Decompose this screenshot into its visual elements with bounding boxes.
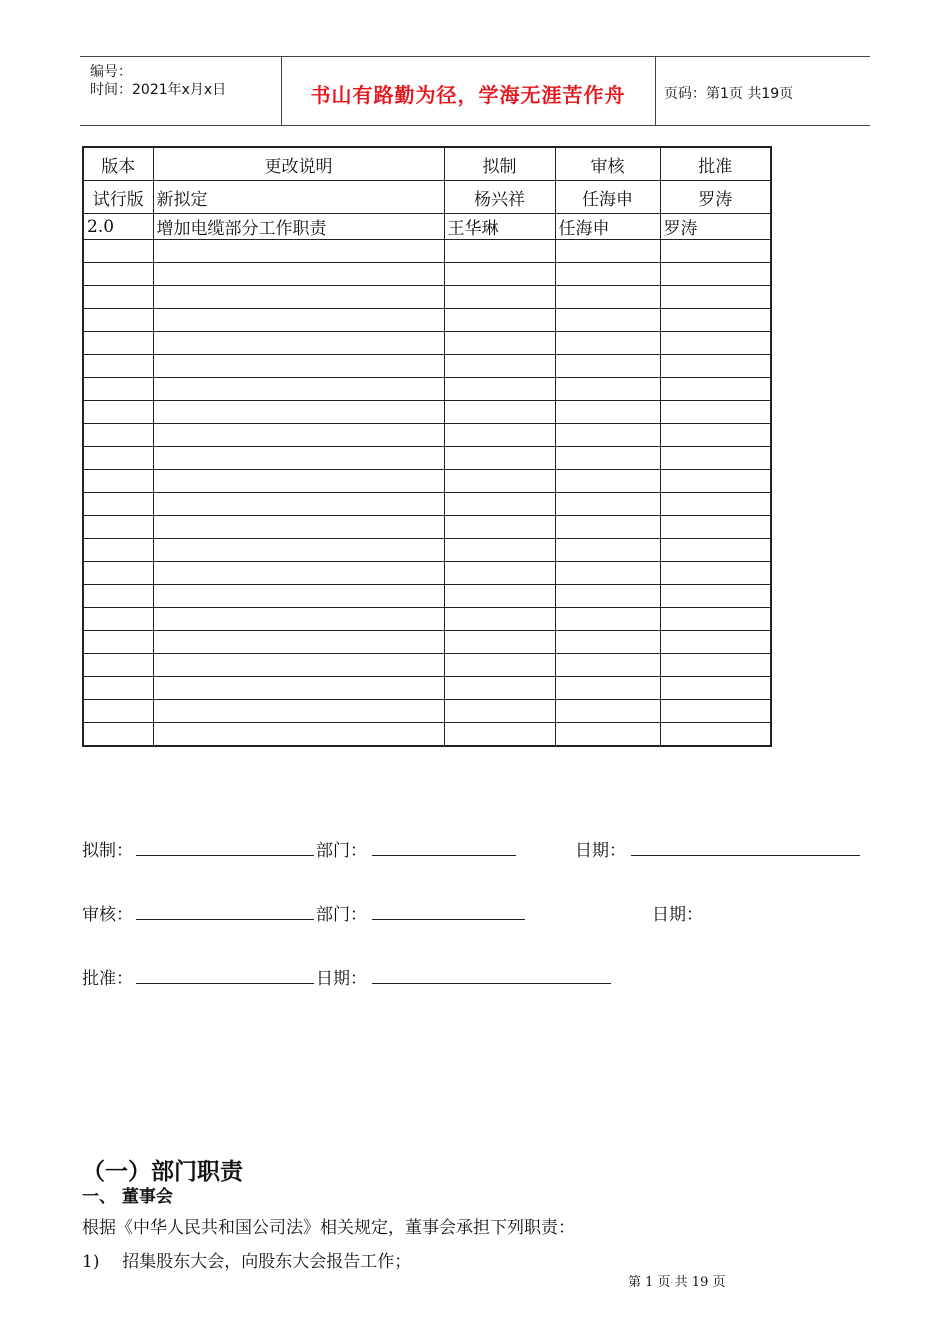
- empty-cell[interactable]: [83, 700, 153, 723]
- empty-cell[interactable]: [444, 240, 555, 263]
- empty-table-row: [83, 447, 771, 470]
- empty-table-row: [83, 631, 771, 654]
- empty-cell[interactable]: [153, 700, 444, 723]
- empty-table-row: [83, 585, 771, 608]
- doc-number-label: 编号：: [90, 64, 132, 80]
- empty-cell[interactable]: [660, 401, 771, 424]
- empty-cell[interactable]: [83, 539, 153, 562]
- empty-cell[interactable]: [153, 723, 444, 747]
- header-motto-cell: [281, 57, 656, 125]
- empty-cell[interactable]: [83, 309, 153, 332]
- empty-cell[interactable]: [153, 401, 444, 424]
- cell-review: 任海申: [555, 214, 660, 240]
- empty-cell[interactable]: [444, 608, 555, 631]
- col-header-draft: 拟制: [444, 147, 555, 181]
- cell-change: 新拟定: [153, 181, 444, 214]
- empty-cell[interactable]: [660, 355, 771, 378]
- empty-cell[interactable]: [83, 631, 153, 654]
- empty-cell[interactable]: [83, 240, 153, 263]
- empty-cell[interactable]: [660, 677, 771, 700]
- empty-cell[interactable]: [444, 286, 555, 309]
- empty-cell[interactable]: [444, 700, 555, 723]
- empty-cell[interactable]: [153, 355, 444, 378]
- empty-cell[interactable]: [153, 493, 444, 516]
- empty-table-row: [83, 286, 771, 309]
- list-item: [82, 1247, 411, 1272]
- empty-cell[interactable]: [153, 562, 444, 585]
- empty-cell[interactable]: [555, 516, 660, 539]
- empty-cell[interactable]: [555, 447, 660, 470]
- review-line[interactable]: [136, 919, 314, 920]
- empty-cell[interactable]: [660, 263, 771, 286]
- empty-cell[interactable]: [153, 608, 444, 631]
- empty-cell[interactable]: [83, 447, 153, 470]
- empty-cell[interactable]: [83, 654, 153, 677]
- empty-cell[interactable]: [83, 355, 153, 378]
- draft-dept-line[interactable]: [372, 855, 516, 856]
- empty-cell[interactable]: [660, 470, 771, 493]
- empty-cell[interactable]: [153, 516, 444, 539]
- section-title: （一）部门职责: [82, 1158, 243, 1185]
- review-dept-label: 部门：: [316, 905, 367, 925]
- empty-cell[interactable]: [153, 286, 444, 309]
- empty-cell[interactable]: [555, 539, 660, 562]
- review-dept-line[interactable]: [372, 919, 525, 920]
- draft-line[interactable]: [136, 855, 314, 856]
- empty-cell[interactable]: [555, 263, 660, 286]
- empty-table-row: [83, 240, 771, 263]
- empty-cell[interactable]: [555, 700, 660, 723]
- empty-cell[interactable]: [153, 332, 444, 355]
- cell-draft: 王华琳: [444, 214, 555, 240]
- empty-table-row: [83, 539, 771, 562]
- empty-cell[interactable]: [444, 309, 555, 332]
- page-header: [80, 56, 870, 126]
- empty-table-row: [83, 332, 771, 355]
- empty-cell[interactable]: [660, 378, 771, 401]
- empty-cell[interactable]: [83, 608, 153, 631]
- empty-cell[interactable]: [660, 562, 771, 585]
- draft-date-line[interactable]: [631, 855, 860, 856]
- empty-cell[interactable]: [444, 378, 555, 401]
- table-row: [83, 181, 771, 214]
- col-header-approve: 批准: [660, 147, 771, 181]
- empty-table-row: [83, 355, 771, 378]
- approve-label: 批准：: [82, 969, 133, 989]
- empty-table-row: [83, 677, 771, 700]
- empty-cell[interactable]: [555, 562, 660, 585]
- empty-cell[interactable]: [83, 332, 153, 355]
- empty-cell[interactable]: [83, 401, 153, 424]
- table-header-row: [83, 147, 771, 181]
- empty-cell[interactable]: [444, 562, 555, 585]
- empty-cell[interactable]: [444, 332, 555, 355]
- empty-cell[interactable]: [83, 470, 153, 493]
- draft-date-label: 日期：: [575, 841, 626, 861]
- cell-approve: 罗涛: [660, 214, 771, 240]
- empty-cell[interactable]: [660, 332, 771, 355]
- empty-cell[interactable]: [153, 240, 444, 263]
- header-meta-cell: [80, 57, 282, 125]
- cell-version: 试行版: [83, 181, 153, 214]
- empty-cell[interactable]: [660, 516, 771, 539]
- empty-cell[interactable]: [660, 631, 771, 654]
- draft-label: 拟制：: [82, 841, 133, 861]
- list-item-number: 1): [82, 1252, 100, 1272]
- empty-cell[interactable]: [660, 286, 771, 309]
- cell-draft: 杨兴祥: [444, 181, 555, 214]
- empty-cell[interactable]: [660, 309, 771, 332]
- empty-table-row: [83, 516, 771, 539]
- empty-cell[interactable]: [555, 470, 660, 493]
- empty-table-row: [83, 424, 771, 447]
- empty-cell[interactable]: [83, 516, 153, 539]
- empty-table-row: [83, 470, 771, 493]
- empty-cell[interactable]: [660, 723, 771, 747]
- doc-time-label: 时间：2021年x月x日: [90, 82, 227, 98]
- revision-table: [82, 146, 772, 747]
- empty-cell[interactable]: [153, 378, 444, 401]
- empty-cell[interactable]: [444, 493, 555, 516]
- empty-cell[interactable]: [153, 677, 444, 700]
- empty-cell[interactable]: [444, 631, 555, 654]
- empty-cell[interactable]: [444, 470, 555, 493]
- col-header-review: 审核: [555, 147, 660, 181]
- empty-cell[interactable]: [83, 378, 153, 401]
- empty-cell[interactable]: [153, 263, 444, 286]
- empty-cell[interactable]: [660, 493, 771, 516]
- empty-cell[interactable]: [555, 654, 660, 677]
- empty-table-row: [83, 654, 771, 677]
- empty-cell[interactable]: [153, 470, 444, 493]
- empty-cell[interactable]: [555, 631, 660, 654]
- empty-cell[interactable]: [660, 608, 771, 631]
- col-header-version: 版本: [83, 147, 153, 181]
- empty-table-row: [83, 723, 771, 747]
- empty-cell[interactable]: [555, 585, 660, 608]
- empty-cell[interactable]: [444, 539, 555, 562]
- empty-cell[interactable]: [83, 677, 153, 700]
- empty-cell[interactable]: [153, 631, 444, 654]
- empty-cell[interactable]: [444, 723, 555, 747]
- empty-cell[interactable]: [444, 516, 555, 539]
- empty-cell[interactable]: [660, 539, 771, 562]
- review-date-label: 日期：: [652, 905, 703, 925]
- motto-text: 书山有路勤为径，学海无涯苦作舟: [310, 83, 626, 107]
- empty-cell[interactable]: [555, 424, 660, 447]
- approve-date-label: 日期：: [316, 969, 367, 989]
- empty-cell[interactable]: [83, 723, 153, 747]
- empty-cell[interactable]: [660, 654, 771, 677]
- empty-cell[interactable]: [83, 424, 153, 447]
- empty-cell[interactable]: [555, 332, 660, 355]
- empty-cell[interactable]: [153, 447, 444, 470]
- empty-cell[interactable]: [660, 585, 771, 608]
- draft-dept-label: 部门：: [316, 841, 367, 861]
- empty-cell[interactable]: [660, 447, 771, 470]
- empty-rows: [83, 240, 771, 747]
- empty-cell[interactable]: [555, 240, 660, 263]
- empty-cell[interactable]: [555, 608, 660, 631]
- table-row: [83, 214, 771, 240]
- empty-cell[interactable]: [83, 286, 153, 309]
- empty-table-row: [83, 378, 771, 401]
- cell-version: 2.0: [83, 214, 153, 240]
- approve-line[interactable]: [136, 983, 314, 984]
- empty-cell[interactable]: [555, 355, 660, 378]
- empty-cell[interactable]: [83, 493, 153, 516]
- empty-cell[interactable]: [83, 562, 153, 585]
- intro-paragraph: 根据《中华人民共和国公司法》相关规定，董事会承担下列职责：: [82, 1218, 575, 1238]
- empty-cell[interactable]: [444, 585, 555, 608]
- empty-cell[interactable]: [660, 240, 771, 263]
- empty-cell[interactable]: [444, 447, 555, 470]
- empty-cell[interactable]: [660, 700, 771, 723]
- empty-table-row: [83, 493, 771, 516]
- empty-cell[interactable]: [555, 493, 660, 516]
- empty-cell[interactable]: [444, 355, 555, 378]
- empty-cell[interactable]: [444, 401, 555, 424]
- empty-cell[interactable]: [153, 585, 444, 608]
- empty-table-row: [83, 608, 771, 631]
- review-label: 审核：: [82, 905, 133, 925]
- list-item-text: 招集股东大会，向股东大会报告工作；: [122, 1252, 412, 1272]
- page-footer: 第 1 页 共 19 页: [628, 1275, 726, 1290]
- empty-cell[interactable]: [555, 286, 660, 309]
- cell-approve: 罗涛: [660, 181, 771, 214]
- empty-cell[interactable]: [555, 309, 660, 332]
- empty-cell[interactable]: [444, 654, 555, 677]
- empty-table-row: [83, 263, 771, 286]
- empty-cell[interactable]: [153, 539, 444, 562]
- empty-cell[interactable]: [444, 677, 555, 700]
- empty-table-row: [83, 562, 771, 585]
- empty-cell[interactable]: [555, 677, 660, 700]
- empty-cell[interactable]: [555, 723, 660, 747]
- col-header-change: 更改说明: [153, 147, 444, 181]
- cell-review: 任海申: [555, 181, 660, 214]
- empty-cell[interactable]: [555, 378, 660, 401]
- approve-date-line[interactable]: [372, 983, 611, 984]
- empty-cell[interactable]: [153, 309, 444, 332]
- empty-table-row: [83, 309, 771, 332]
- subsection-title: 一、 董事会: [82, 1187, 173, 1207]
- empty-cell[interactable]: [153, 424, 444, 447]
- empty-table-row: [83, 700, 771, 723]
- empty-cell[interactable]: [660, 424, 771, 447]
- cell-change: 增加电缆部分工作职责: [153, 214, 444, 240]
- header-page-info: 页码：第1页 共19页: [664, 86, 794, 102]
- empty-cell[interactable]: [444, 424, 555, 447]
- empty-cell[interactable]: [153, 654, 444, 677]
- empty-cell[interactable]: [444, 263, 555, 286]
- empty-cell[interactable]: [83, 263, 153, 286]
- empty-table-row: [83, 401, 771, 424]
- empty-cell[interactable]: [555, 401, 660, 424]
- empty-cell[interactable]: [83, 585, 153, 608]
